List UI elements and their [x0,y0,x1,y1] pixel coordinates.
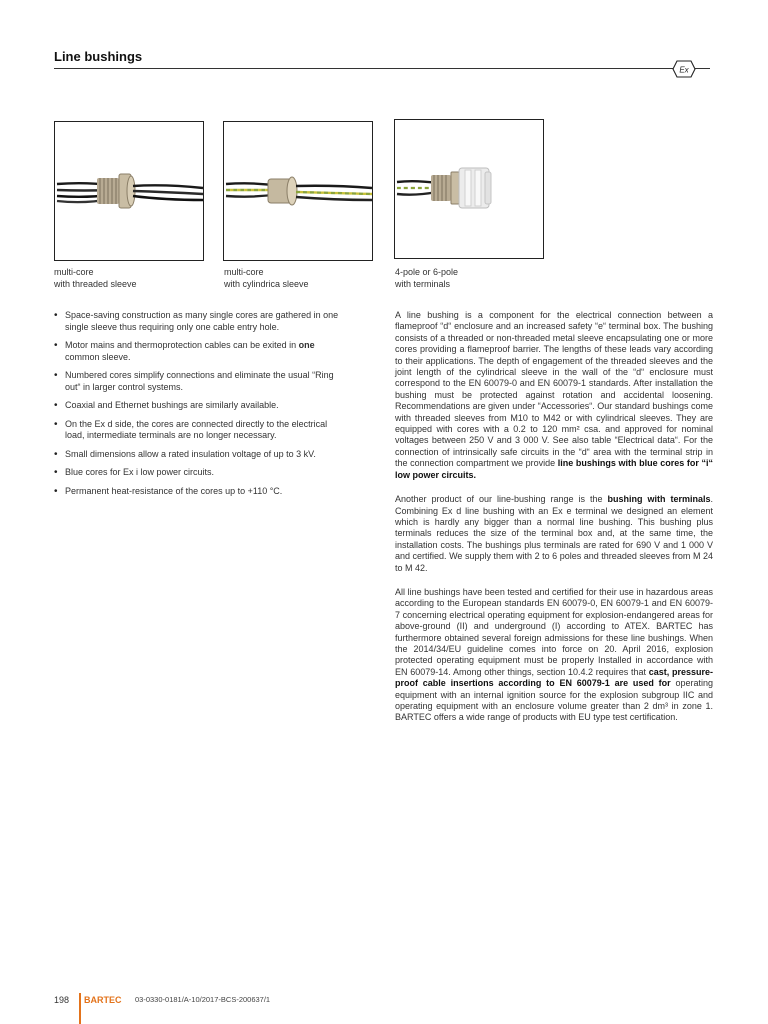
cable-bushing-image [395,120,543,258]
feature-item: • Motor mains and thermoprotection cables can be exited in one common sleeve. [54,340,315,362]
feature-list [54,310,344,504]
caption-terminals: 4-pole or 6-pole with terminals [395,267,459,289]
feature-item: • Blue cores for Ex i low power circuits. [54,467,215,478]
product-photo-cylindrical-sleeve [223,121,373,261]
product-photo-threaded-sleeve [54,121,204,261]
caption-cylindrical-sleeve: multi-core with cylindrica sleeve [224,267,309,289]
description-column [395,310,713,737]
brand-name: BARTEC [84,995,122,1005]
ex-badge-text: Ex [679,65,689,75]
feature-item: • Permanent heat-resistance of the cores up to +110 °C. [54,485,283,497]
ex-hexagon-icon [672,60,696,78]
cable-bushing-image [55,122,203,260]
title-rule [54,68,710,69]
page-title: Line bushings [54,49,143,64]
feature-item: • On the Ex d side, the cores are connected directly to the electrical load, intermediate terminals are no longer necessary. [54,418,328,440]
footer-divider [79,993,81,1024]
feature-item: • Small dimensions allow a rated insulation voltage of up to 3 kV. [54,448,316,460]
feature-item: • Coaxial and Ethernet bushings are similarly available. [54,400,279,411]
paragraph-certification: All line bushings have been tested and certified for their use in hazardous areas according to the European standards EN 60079-0, EN 60079-1 and EN 60079-7 concerning electrical operating equipment for explosion-endangered areas for above-ground (II) and underground (I) according to ATEX. BARTEC has furthermore obtained several foreign admissions for these line bushings. When the 2014/34/EU guideline comes into force on 20. April 2016, explosion protected operating equipment must be properly Installed in accordance with EN 60079-14. Among other things, section 10.4.2 requires that cast, pressure-proof cable insertions according to EN 60079-1 are used for operating equipment with an internal ignition source for the explosion subgroup IIC and operating equipment with an enclosure volume greater than 2 dm³ in zone 1. BARTEC offers a wide range of products with EU type test certification. [395,586,714,723]
feature-item: • Space-saving construction as many single cores are gathered in one single sleeve thus requiring only one cable entry hole. [54,310,339,332]
paragraph-intro: A line bushing is a component for the electrical connection between a flameproof “d“ enclosure and an increased safety “e“ terminal box. The bushing consists of a threaded or non-threaded metal sleeve encapsulating one or more cores providing a flameproof barrier. The lengths of these leads vary according to their applications. The depth of engagement of the threaded sleeves and the joint length of the cylindrical sleeve in the wall of the “d“ enclosure must correspond to the EN 60079-0 and EN 60079-1 standards. After installation the bushing must be protected against rotation and accidental loosening. Recommendations are given under “Accessories“. Our standard bushings come with threaded sleeves from M10 to M42 or with cylindrical sleeves. They are equipped with cores with a 0.2 to 120 mm² csa. and approved for nominal voltages between 250 V and 3 000 V. See also table “Electrical data“. For the connection of intrinsically safe circuits in the “d“ area with the terminal strip in the connection compartment we provide line bushings with blue cores for “i“ low power circuits. [395,310,713,480]
caption-threaded-sleeve: multi-core with threaded sleeve [54,267,137,289]
feature-item: • Numbered cores simplify connections and eliminate the usual “Ring out“ in larger control systems. [54,370,334,392]
paragraph-terminals: Another product of our line-bushing range is the bushing with terminals. Combining Ex d line bushing with an Ex e terminal we designed an element which is hardly any bigger than a normal line bushing. This bushing plus terminals reduces the size of the terminal box and, at the same time, the installation costs. The bushings plus terminals are rated for 690 V and 1 000 V and certified. We supply them with 2 to 6 poles and threaded sleeves from M 24 to M 42. [395,494,713,573]
document-number: 03-0330-0181/A-10/2017-BCS-200637/1 [135,995,271,1004]
cable-bushing-image [224,122,372,260]
page-number: 198 [54,995,70,1005]
product-photo-terminals [394,119,544,259]
